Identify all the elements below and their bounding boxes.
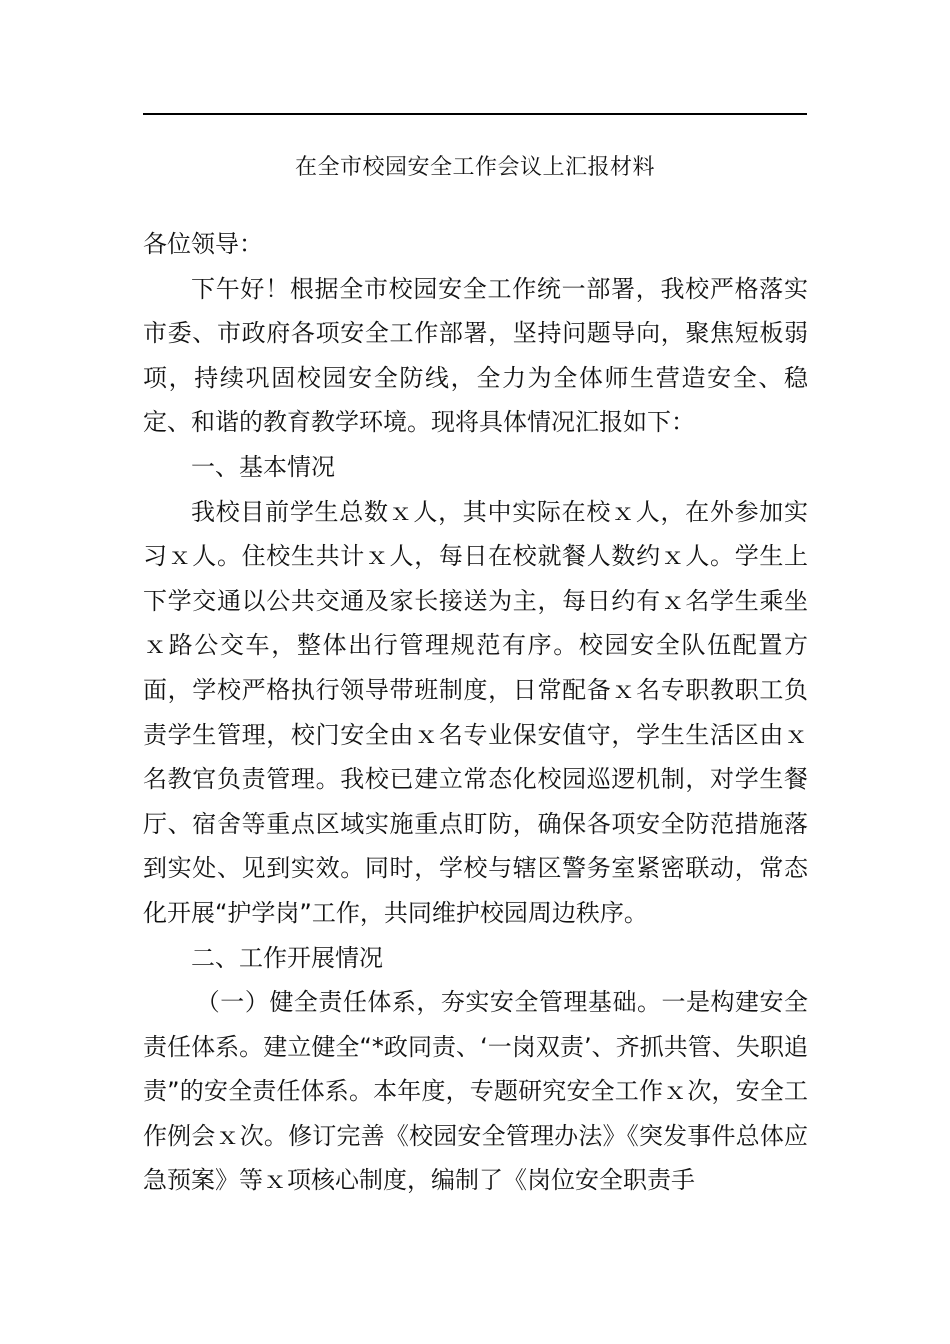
paragraph-basic-situation: 我校目前学生总数ｘ人，其中实际在校ｘ人，在外参加实习ｘ人。住校生共计ｘ人，每日在校就餐人数约ｘ人。学生上下学交通以公共交通及家长接送为主，每日约有ｘ名学生乘坐ｘ路公交车，整体出行管理规范有序。校园安全队伍配置方面，学校严格执行领导带班制度，日常配备ｘ名专职教职工负责学生管理，校门安全由ｘ名专业保安值守，学生生活区由ｘ名教官负责管理。我校已建立常态化校园巡逻机制，对学生餐厅、宿舍等重点区域实施重点盯防，确保各项安全防范措施落到实处、见到实效。同时，学校与辖区警务室紧密联动，常态化开展“护学岗”工作，共同维护校园周边秩序。	[143, 497, 808, 927]
salutation: 各位领导：	[143, 230, 263, 258]
paragraph-greeting: 下午好！根据全市校园安全工作统一部署，我校严格落实市委、市政府各项安全工作部署，坚持问题导向，聚焦短板弱项，持续巩固校园安全防线，全力为全体师生营造安全、稳定、和谐的教育教学环境。现将具体情况汇报如下：	[143, 274, 808, 437]
paragraph-responsibility-system: （一）健全责任体系，夯实安全管理基础。一是构建安全责任体系。建立健全“*政同责、‘一岗双责’、齐抓共管、失职追责”的安全责任体系。本年度，专题研究安全工作ｘ次，安全工作例会ｘ次。修订完善《校园安全管理办法》《突发事件总体应急预案》等ｘ项核心制度，编制了《岗位安全职责手	[143, 988, 808, 1195]
header-rule	[143, 113, 807, 115]
document-body	[143, 222, 808, 1203]
section-heading-basic-situation: 一、基本情况	[191, 452, 335, 481]
section-heading-work-progress: 二、工作开展情况	[191, 943, 383, 972]
document-title: 在全市校园安全工作会议上汇报材料	[294, 155, 655, 180]
